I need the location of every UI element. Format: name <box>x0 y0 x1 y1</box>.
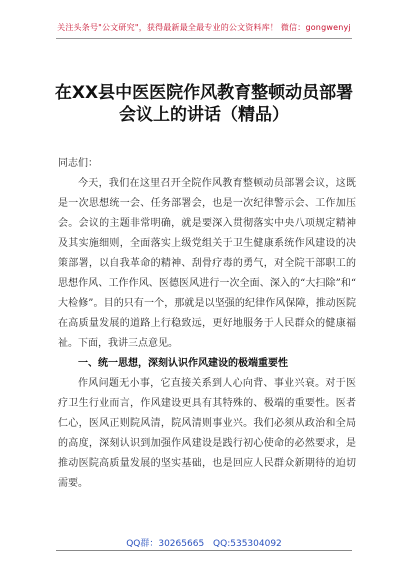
document-title <box>40 82 368 126</box>
footer-divider <box>56 550 352 551</box>
paragraph-section-1: 作风问题无小事，它直接关系到人心向背、事业兴衰。对于医疗卫生行业而言，作风建设更具有其特殊的、极端的重要性。医者仁心，医风正则院风清，院风清则事业兴。我们必须从政治和全局的高度，深刻认识到加强作风建设是践行初心使命的必然要求，是推动医院高质量发展的坚实基础，也是回应人民群众新期待的迫切需要。 <box>58 378 356 489</box>
footer-qq-group: QQ群：30265665 <box>126 539 205 549</box>
greeting: 同志们： <box>58 158 98 169</box>
header-divider <box>56 38 352 39</box>
footer-qq: QQ:535304092 <box>213 539 282 549</box>
header-promo-note: 关注头条号"公文研究"，获得最新最全最专业的公文资料库！ 微信：gongwenyj <box>57 23 351 32</box>
paragraph-opening: 今天，我们在这里召开全院作风教育整顿动员部署会议，这既是一次思想统一会、任务部署会，也是一次纪律警示会、工作加压会。会议的主题非常明确，就是要深入贯彻落实中央八项规定精神及其实施细则，全面落实上级党组关于卫生健康系统作风建设的决策部署，以自我革命的精神、刮骨疗毒的勇气，对全院干部职工的思想作风、工作作风、医德医风进行一次全面、深入的“大扫除”和“大检修”。目的只有一个，那就是以坚强的纪律作风保障，推动医院在高质量发展的道路上行稳致远，更好地服务于人民群众的健康福祉。下面，我讲三点意见。 <box>58 178 356 349</box>
footer-contact <box>0 536 408 549</box>
title-line-2: 会议上的讲话（精品） <box>119 105 289 125</box>
section-heading-1: 一、统一思想，深刻认识作风建设的极端重要性 <box>78 358 288 369</box>
title-line-1: 在XX县中医医院作风教育整顿动员部署 <box>54 83 354 103</box>
document-body <box>58 154 356 494</box>
